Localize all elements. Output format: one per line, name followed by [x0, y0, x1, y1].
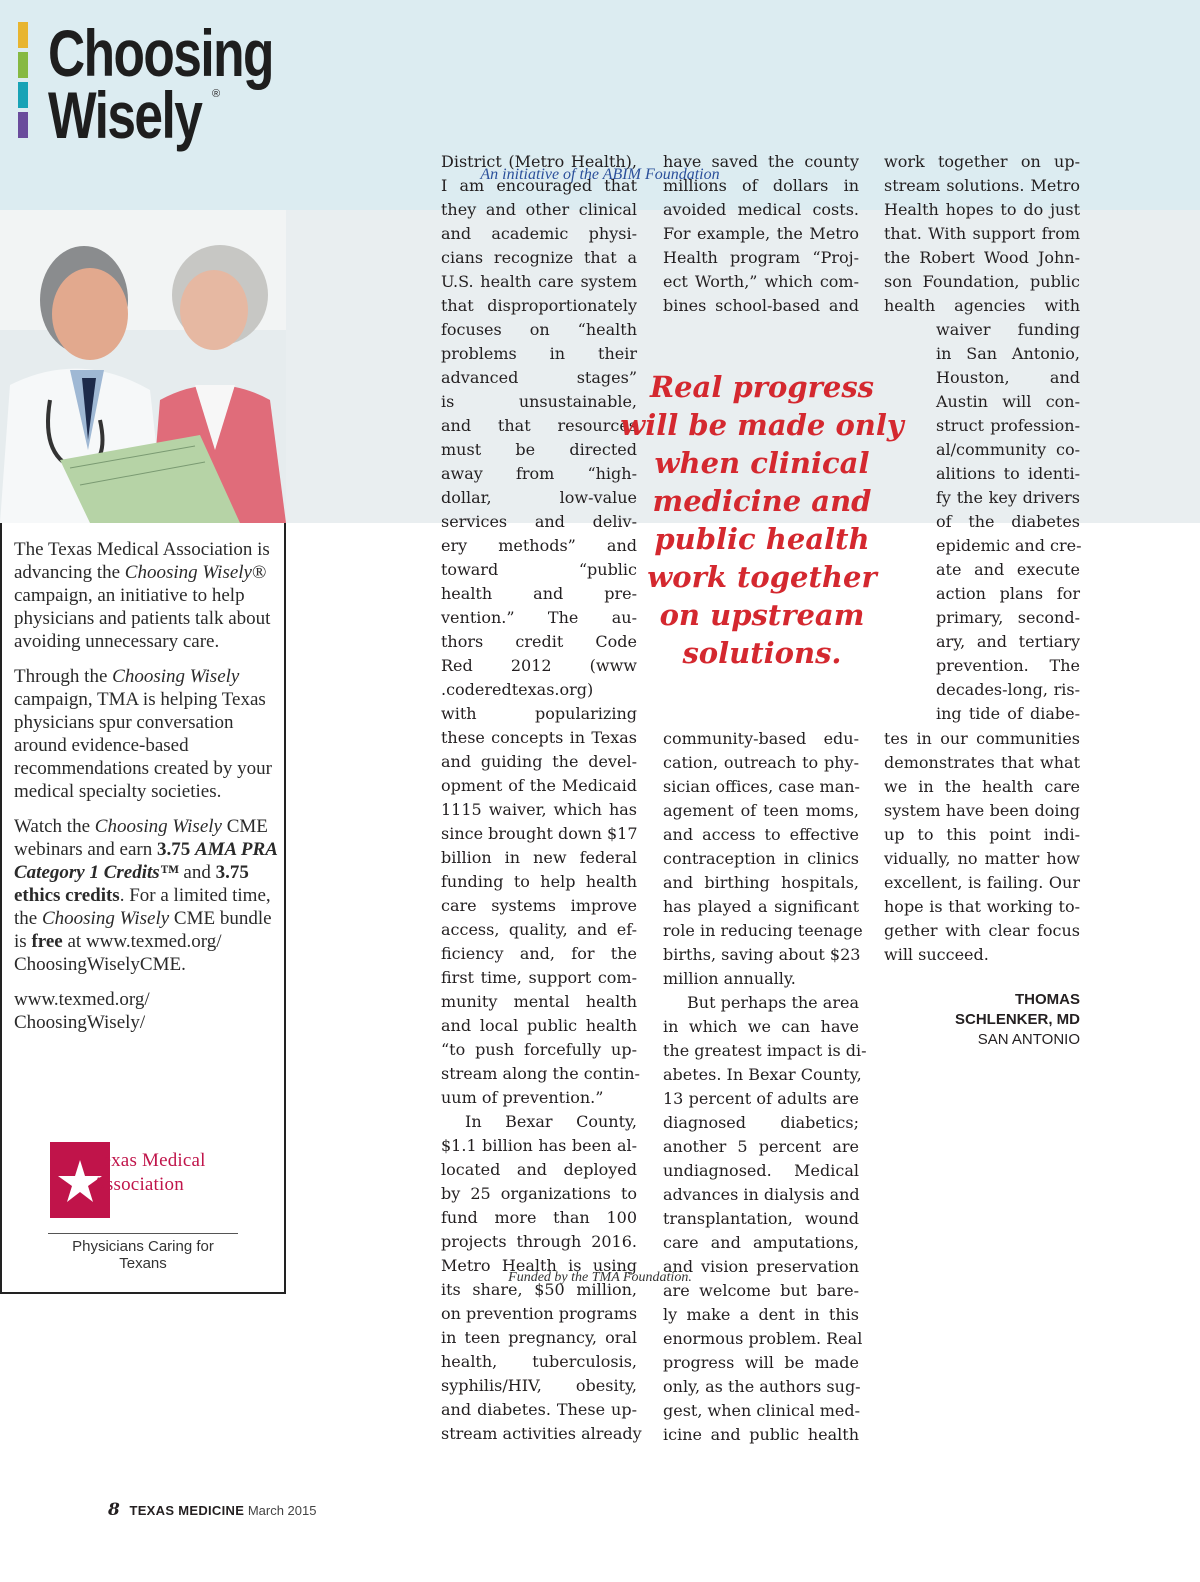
- pull-quote: [620, 368, 904, 672]
- text-line: ficiency and, for the: [441, 944, 637, 963]
- ad-body: [14, 538, 280, 1046]
- text-line: contraception in clinics: [663, 849, 859, 868]
- text-line: U.S. health care system: [441, 272, 637, 291]
- text-line: fund more than 100: [441, 1208, 637, 1227]
- text-line: undiagnosed. Medical: [663, 1161, 859, 1180]
- text-line: ing tide of diabe-: [936, 704, 1080, 723]
- text-line: funding to help health: [441, 872, 637, 891]
- text-line: al/community co-: [936, 440, 1080, 459]
- text-line: struct profession-: [936, 416, 1080, 435]
- text-line: another 5 percent are: [663, 1137, 859, 1156]
- text-line: 13 percent of adults are: [663, 1089, 859, 1108]
- text-line: decades-long, ris-: [936, 680, 1080, 699]
- text-line: vention.” The au-: [441, 608, 637, 627]
- text-line: syphilis/HIV, obesity,: [441, 1376, 637, 1395]
- text-line: waiver funding: [936, 320, 1080, 339]
- text-line: and guiding the devel-: [441, 752, 637, 771]
- logo-bar-green: [18, 52, 28, 78]
- text-line: transplantation, wound: [663, 1209, 859, 1228]
- text-line: care and amputations,: [663, 1233, 859, 1252]
- text-line: dollar, low-value: [441, 488, 637, 507]
- text-line: must be directed: [441, 440, 637, 459]
- text-line: first time, support com-: [441, 968, 637, 987]
- text-line: progress will be made: [663, 1353, 859, 1372]
- text-line: vidually, no matter how: [884, 849, 1080, 868]
- magazine-name: TEXAS MEDICINE: [129, 1503, 245, 1518]
- text-line: Austin will con-: [936, 392, 1080, 411]
- author-name-line-2: SCHLENKER, MD: [954, 1011, 1080, 1028]
- text-line: located and deployed: [441, 1160, 637, 1179]
- text-line: cians recognize that a: [441, 248, 637, 267]
- text-line: away from “high-: [441, 464, 637, 483]
- text-line: have saved the county: [663, 152, 859, 171]
- text-line: stream along the contin-: [441, 1064, 640, 1083]
- text-line: only, as the authors sug-: [663, 1377, 861, 1396]
- text-line: we in the health care: [884, 777, 1080, 796]
- page-footer: [108, 1500, 316, 1520]
- logo-line-2: Wisely: [48, 78, 202, 152]
- text-line: is unsustainable,: [441, 392, 637, 411]
- choosing-wisely-logo: [48, 16, 273, 152]
- pull-quote-line: Real progress: [649, 370, 874, 404]
- text-line: In Bexar County,: [465, 1112, 637, 1131]
- text-line: health agencies with: [884, 296, 1080, 315]
- logo-subtitle: An initiative of the ABIM Foundation: [480, 166, 720, 183]
- text-line: focuses on “health: [441, 320, 637, 339]
- text-line: alitions to identi-: [936, 464, 1080, 483]
- text-line: But perhaps the area: [687, 993, 859, 1012]
- text-line: $1.1 billion has been al-: [441, 1136, 637, 1155]
- text-line: since brought down $17: [441, 824, 638, 843]
- text-line: ly make a dent in this: [663, 1305, 859, 1324]
- article-column-3-wrap: [936, 318, 1080, 726]
- article-column-2-top: [663, 150, 859, 318]
- text-line: up to this point indi-: [884, 825, 1080, 844]
- text-line: ery methods” and: [441, 536, 637, 555]
- text-line: and vision preservation: [663, 1257, 859, 1276]
- text-line: fy the key drivers: [936, 488, 1080, 507]
- registered-mark: ®: [212, 88, 221, 100]
- ad-paragraph: Watch the Choosing Wisely CME webinars and earn 3.75 AMA PRA Category 1 Credits™ and 3.75 ethics credits. For a limited time, the Choosing Wisely CME bundle is free at www.texmed.org/ ChoosingWiselyCME.: [14, 816, 277, 975]
- pull-quote-line: public health: [654, 522, 870, 556]
- pull-quote-line: work together: [647, 560, 877, 594]
- tma-name-line-1: Texas Medical: [92, 1150, 206, 1171]
- text-line: care systems improve: [441, 896, 637, 915]
- text-line: I am encouraged that: [441, 176, 637, 195]
- text-line: avoided medical costs.: [663, 200, 859, 219]
- article-column-3-bottom: [884, 727, 1080, 967]
- page-number: 8: [108, 1500, 120, 1520]
- text-line: they and other clinical: [441, 200, 637, 219]
- text-line: births, saving about $23: [663, 945, 861, 964]
- text-line: hope is that working to-: [884, 897, 1080, 916]
- pull-quote-line: will be made only: [620, 408, 904, 442]
- text-line: bines school-based and: [663, 296, 859, 315]
- text-line: millions of dollars in: [663, 176, 859, 195]
- text-line: gest, when clinical med-: [663, 1401, 860, 1420]
- text-line: stream activities already: [441, 1424, 642, 1443]
- article-column-2-bottom: [663, 727, 867, 1447]
- text-line: access, quality, and ef-: [441, 920, 637, 939]
- article-column-3-top: [884, 150, 1080, 318]
- text-line: sician offices, case man-: [663, 777, 860, 796]
- logo-line-1: Choosing: [48, 16, 273, 90]
- text-line: “to push forcefully up-: [441, 1040, 637, 1059]
- text-line: Metro Health is using: [441, 1256, 637, 1275]
- text-line: that disproportionately: [441, 296, 637, 315]
- text-line: and that resources: [441, 416, 637, 435]
- text-line: the Robert Wood John-: [884, 248, 1080, 267]
- text-line: the greatest impact is di-: [663, 1041, 867, 1060]
- text-line: Health hopes to do just: [884, 200, 1080, 219]
- text-line: District (Metro Health),: [441, 152, 637, 171]
- author-name-line-1: THOMAS: [1015, 991, 1080, 1008]
- pull-quote-line: when clinical: [654, 446, 870, 480]
- text-line: advances in dialysis and: [663, 1185, 860, 1204]
- text-line: primary, second-: [936, 608, 1080, 627]
- text-line: stream solutions. Metro: [884, 176, 1080, 195]
- funded-note: Funded by the TMA Foundation.: [508, 1270, 692, 1285]
- logo-bar-yellow: [18, 22, 28, 48]
- text-line: Health program “Proj-: [663, 248, 859, 267]
- pull-quote-line: on upstream: [659, 598, 865, 632]
- text-line: action plans for: [936, 584, 1080, 603]
- text-line: system have been doing: [884, 801, 1080, 820]
- ad-link[interactable]: www.texmed.org/ ChoosingWisely/: [14, 989, 150, 1033]
- text-line: work together on up-: [884, 152, 1080, 171]
- text-line: by 25 organizations to: [441, 1184, 637, 1203]
- text-line: problems in their: [441, 344, 637, 363]
- text-line: cation, outreach to phy-: [663, 753, 859, 772]
- ad-paragraph: Through the Choosing Wisely campaign, TMA is helping Texas physicians spur conversation around evidence-based recommendations created by your medical specialty societies.: [14, 666, 272, 802]
- logo-bar-purple: [18, 112, 28, 138]
- text-line: and academic physi-: [441, 224, 637, 243]
- text-line: 1115 waiver, which has: [441, 800, 637, 819]
- text-line: billion in new federal: [441, 848, 637, 867]
- text-line: that. With support from: [884, 224, 1080, 243]
- text-line: toward “public: [441, 560, 637, 579]
- text-line: million annually.: [663, 969, 796, 988]
- logo-bar-teal: [18, 82, 28, 108]
- text-line: tes in our communities: [884, 729, 1080, 748]
- text-line: services and deliv-: [441, 512, 637, 531]
- text-line: uum of prevention.”: [441, 1088, 604, 1107]
- text-line: Houston, and: [936, 368, 1080, 387]
- text-line: and local public health: [441, 1016, 637, 1035]
- text-line: and birthing hospitals,: [663, 873, 859, 892]
- text-line: on prevention programs: [441, 1304, 638, 1323]
- text-line: ary, and tertiary: [936, 632, 1080, 651]
- text-line: munity mental health: [441, 992, 637, 1011]
- text-line: icine and public health: [663, 1425, 859, 1444]
- pull-quote-line: medicine and: [652, 484, 872, 518]
- author-signature: [955, 990, 1080, 1050]
- text-line: and diabetes. These up-: [441, 1400, 637, 1419]
- text-line: in San Antonio,: [936, 344, 1080, 363]
- text-line: ate and execute: [936, 560, 1080, 579]
- doctor-patient-photo: [0, 210, 286, 523]
- text-line: enormous problem. Real: [663, 1329, 863, 1348]
- text-line: its share, $50 million,: [441, 1280, 637, 1299]
- text-line: and access to effective: [663, 825, 859, 844]
- text-line: For example, the Metro: [663, 224, 859, 243]
- text-line: excellent, is failing. Our: [884, 873, 1080, 892]
- text-line: Red 2012 (www: [441, 656, 637, 675]
- text-line: health, tuberculosis,: [441, 1352, 637, 1371]
- text-line: gether with clear focus: [884, 921, 1080, 940]
- text-line: projects through 2016.: [441, 1232, 637, 1251]
- text-line: health and pre-: [441, 584, 637, 603]
- photo-illustration: [0, 210, 286, 523]
- text-line: agement of teen moms,: [663, 801, 859, 820]
- text-line: epidemic and cre-: [936, 536, 1082, 555]
- text-line: role in reducing teenage: [663, 921, 863, 940]
- text-line: with popularizing: [441, 704, 637, 723]
- text-line: in teen pregnancy, oral: [441, 1328, 637, 1347]
- text-line: community-based edu-: [663, 729, 859, 748]
- text-line: ect Worth,” which com-: [663, 272, 859, 291]
- tma-tagline: Physicians Caring for Texans: [48, 1233, 238, 1272]
- tma-name-line-2: Association: [92, 1174, 184, 1195]
- text-line: opment of the Medicaid: [441, 776, 637, 795]
- text-line: these concepts in Texas: [441, 728, 637, 747]
- text-line: thors credit Code: [441, 632, 637, 651]
- text-line: .coderedtexas.org): [441, 680, 594, 699]
- text-line: prevention. The: [936, 656, 1080, 675]
- pull-quote-line: solutions.: [682, 636, 842, 670]
- author-city: SAN ANTONIO: [977, 1031, 1080, 1048]
- text-line: are welcome but bare-: [663, 1281, 859, 1300]
- text-line: son Foundation, public: [884, 272, 1080, 291]
- text-line: diagnosed diabetics;: [663, 1113, 859, 1132]
- article-column-1: [441, 150, 642, 1446]
- issue-date: March 2015: [247, 1503, 317, 1518]
- text-line: in which we can have: [663, 1017, 859, 1036]
- text-line: will succeed.: [884, 945, 989, 964]
- text-line: of the diabetes: [936, 512, 1080, 531]
- ad-paragraph: The Texas Medical Association is advancing the Choosing Wisely® campaign, an initiative to help physicians and patients talk about avoiding unnecessary care.: [14, 539, 271, 652]
- text-line: demonstrates that what: [884, 753, 1080, 772]
- text-line: advanced stages”: [441, 368, 637, 387]
- text-line: abetes. In Bexar County,: [663, 1065, 862, 1084]
- text-line: has played a significant: [663, 897, 859, 916]
